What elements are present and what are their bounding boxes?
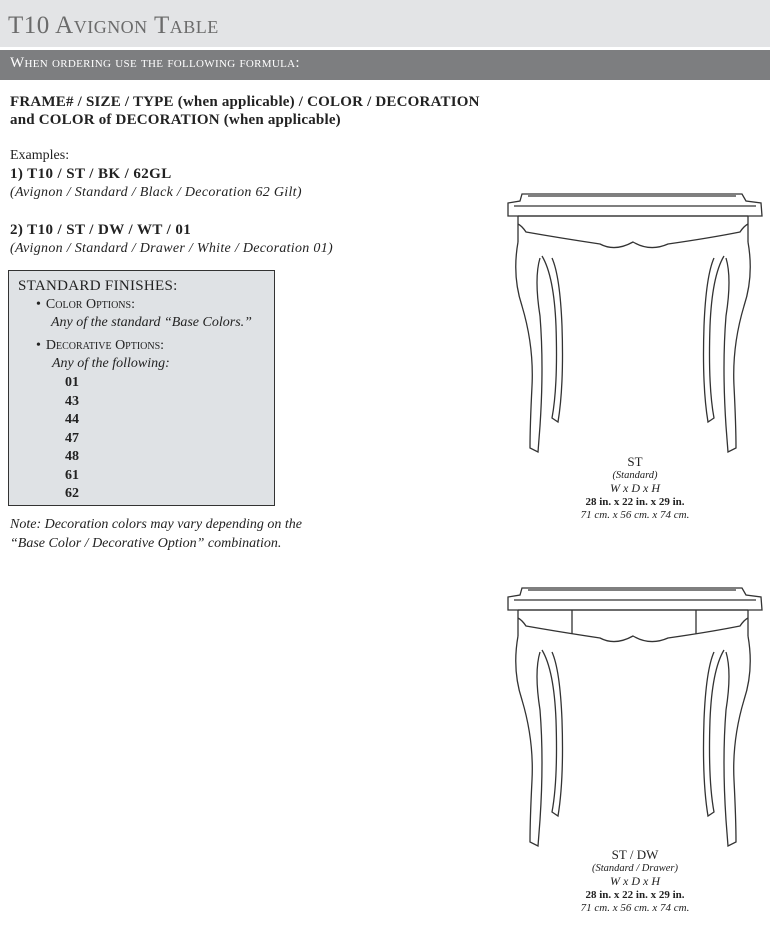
color-options-description: Any of the standard “Base Colors.”: [51, 315, 252, 330]
finishes-title: STANDARD FINISHES:: [18, 278, 178, 294]
formula-heading: When ordering use the following formula:: [10, 55, 300, 71]
decoration-note: [10, 515, 302, 553]
product-code: ST: [627, 454, 643, 469]
formula-heading-bar: [0, 50, 770, 80]
product-caption-standard: [555, 455, 715, 523]
dimension-label: W x D x H: [610, 481, 660, 495]
title-bar: [0, 0, 770, 47]
example-1-description: (Avignon / Standard / Black / Decoration 62 Gilt): [10, 185, 302, 200]
product-caption-standard-drawer: [555, 848, 715, 916]
bullet-icon: •: [36, 338, 41, 353]
formula-line-1: FRAME# / SIZE / TYPE (when applicable) / COLOR / DECORATION: [10, 94, 480, 110]
decoration-code: 43: [65, 393, 79, 409]
table-standard-drawer-drawing: [500, 580, 770, 852]
table-standard-drawing: [500, 186, 770, 458]
examples-label: Examples:: [10, 148, 70, 163]
dimension-inches: 28 in. x 22 in. x 29 in.: [585, 888, 685, 901]
dimension-cm: 71 cm. x 56 cm. x 74 cm.: [580, 509, 690, 521]
bullet-icon: •: [36, 297, 41, 312]
standard-finishes-box: [8, 270, 275, 506]
page-title: T10 Avignon Table: [8, 12, 219, 39]
decoration-code: 01: [65, 375, 79, 390]
product-name: (Standard): [612, 469, 658, 481]
color-options-label: [36, 297, 135, 313]
formula-line-2: and COLOR of DECORATION (when applicable): [10, 112, 341, 128]
dimension-cm: 71 cm. x 56 cm. x 74 cm.: [580, 902, 690, 914]
decoration-code: 61: [65, 467, 79, 483]
decorative-options-label: [36, 338, 164, 354]
example-2-code: 2) T10 / ST / DW / WT / 01: [10, 222, 192, 238]
dimension-inches: 28 in. x 22 in. x 29 in.: [585, 495, 685, 508]
decorative-options-description: Any of the following:: [52, 356, 170, 371]
note-line-1: Note: Decoration colors may vary depending on the: [10, 517, 302, 532]
example-2-description: (Avignon / Standard / Drawer / White / Decoration 01): [10, 241, 333, 256]
decorative-options-text: Decorative Options:: [45, 338, 165, 353]
color-options-text: Color Options:: [45, 297, 135, 312]
product-code: ST / DW: [611, 847, 659, 862]
note-line-2: “Base Color / Decorative Option” combination.: [10, 536, 282, 551]
dimension-label: W x D x H: [610, 874, 660, 888]
decoration-code: 44: [65, 412, 79, 427]
decoration-code: 48: [65, 449, 79, 464]
decoration-code: 62: [65, 486, 79, 501]
order-formula: [10, 93, 480, 129]
decoration-code: 47: [65, 430, 79, 446]
product-name: (Standard / Drawer): [592, 862, 678, 874]
decoration-code-list: [65, 374, 79, 504]
example-1-code: 1) T10 / ST / BK / 62GL: [10, 166, 172, 182]
